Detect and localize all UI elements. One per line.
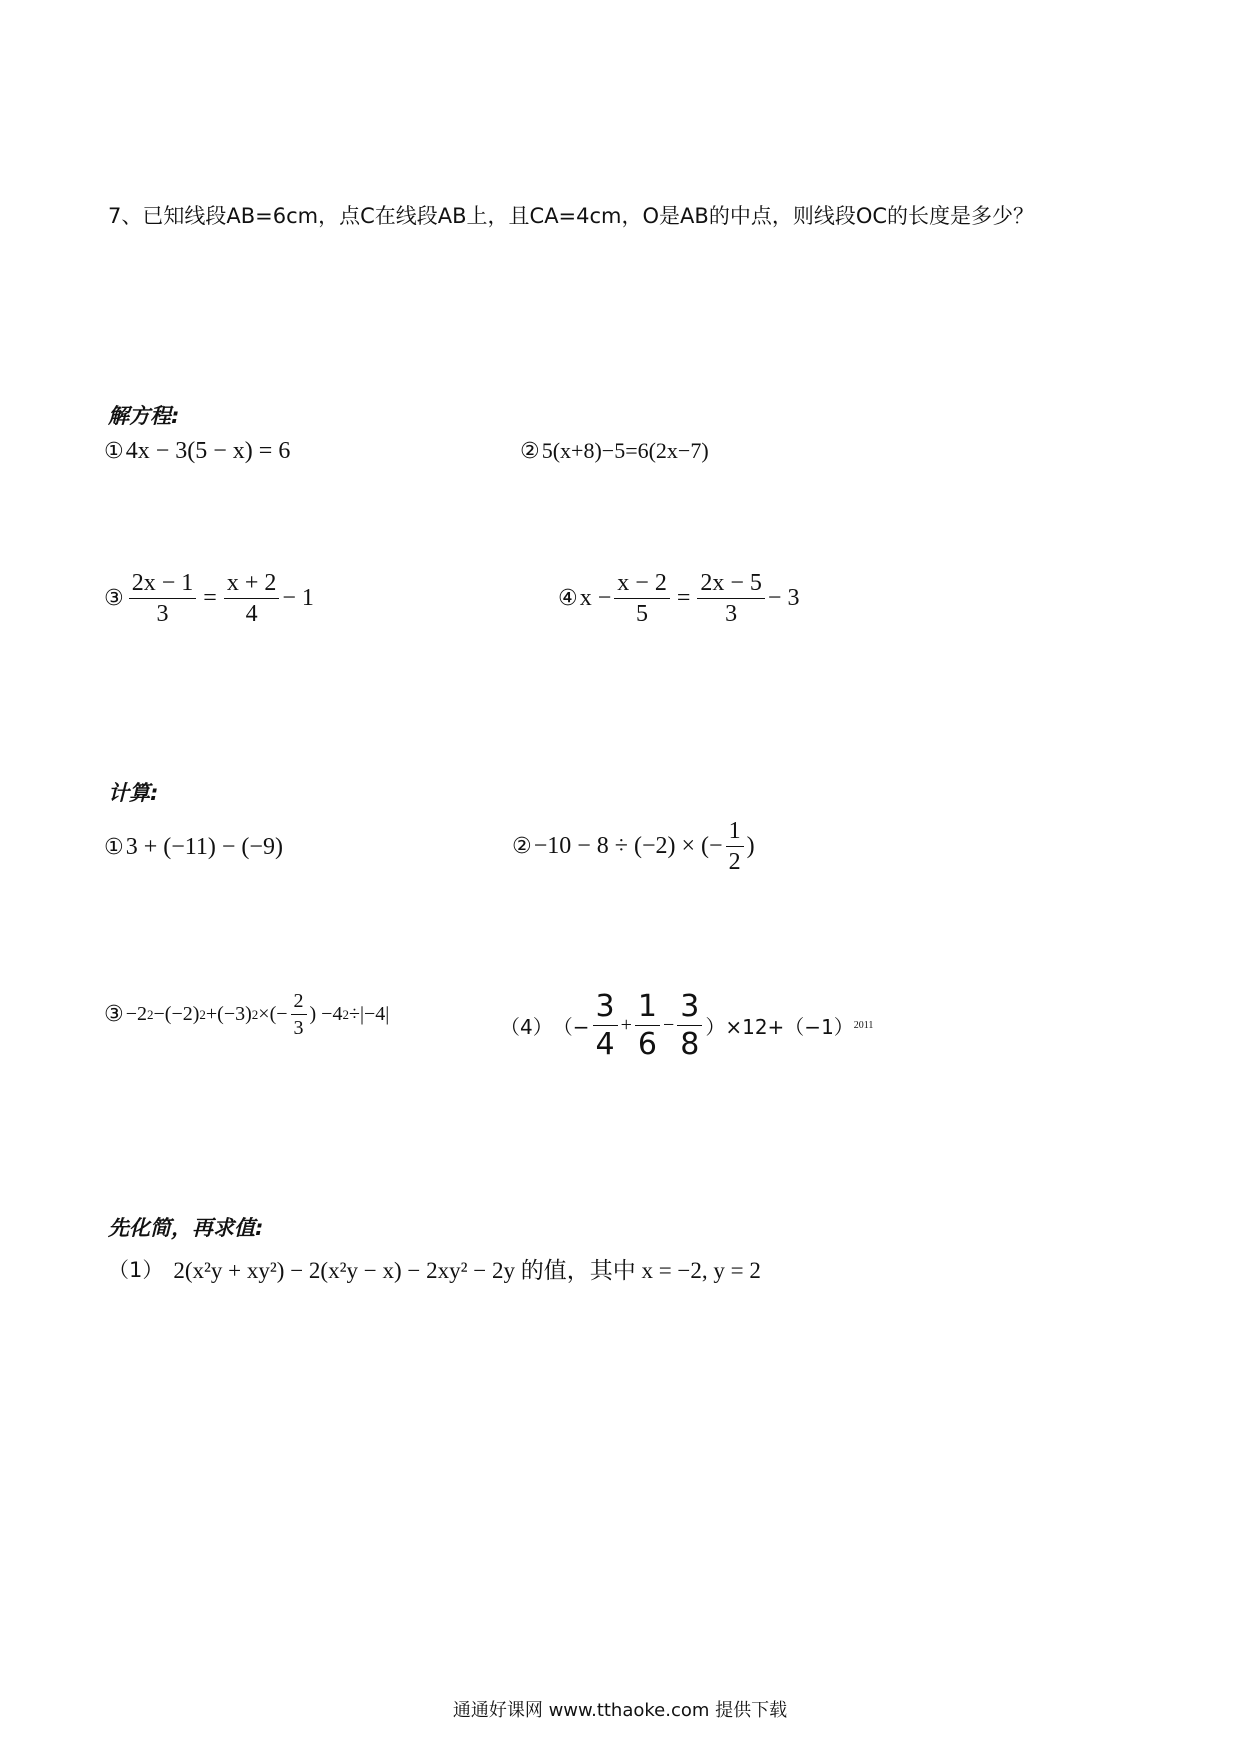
fraction: [677, 990, 702, 1061]
numerator: 3: [593, 990, 618, 1026]
simplify-1: [108, 1252, 761, 1285]
numerator: x + 2: [224, 570, 280, 599]
question-7: 7、已知线段AB=6cm，点C在线段AB上，且CA=4cm，O是AB的中点，则线段OC的长度是多少？: [108, 204, 1035, 228]
exponent: 2: [147, 1006, 154, 1022]
item-number-4: （4）: [500, 1015, 553, 1039]
simplify-1-text: 2(x²y + xy²) − 2(x²y − x) − 2xy² − 2y 的值，其中 x = −2, y = 2: [173, 1258, 761, 1283]
calc-4-tail: ）×12+（−1）: [705, 1015, 854, 1039]
fraction: [129, 570, 197, 628]
circled-number-4: ④: [558, 586, 578, 612]
calc-3-tail: ÷|−4|: [348, 1003, 390, 1025]
section-heading-equations: 解方程:: [108, 404, 180, 428]
circled-number-2: ②: [520, 438, 540, 464]
fraction: [614, 570, 670, 628]
equals-sign: =: [676, 585, 691, 612]
denominator: 3: [156, 601, 169, 628]
numerator: 1: [635, 990, 660, 1026]
equals-sign: =: [203, 585, 217, 612]
numerator: 1: [726, 818, 744, 847]
calc-3: [104, 990, 389, 1039]
calc-1: [104, 834, 283, 861]
numerator: 3: [677, 990, 702, 1026]
calc-2: [512, 818, 755, 876]
denominator: 8: [680, 1027, 700, 1062]
calc-3-lead: −2: [125, 1003, 148, 1025]
fraction: [291, 990, 307, 1039]
equation-2: [520, 438, 709, 464]
fraction: [635, 990, 660, 1061]
numerator: x − 2: [614, 570, 670, 599]
numerator: 2x − 5: [697, 570, 765, 599]
fraction: [697, 570, 765, 628]
fraction: [726, 818, 744, 876]
calc-4: [500, 990, 873, 1061]
numerator: 2x − 1: [129, 570, 197, 599]
plus-sign: +: [620, 1014, 632, 1036]
calc-3-part: +(−3): [205, 1003, 252, 1025]
denominator: 5: [636, 601, 649, 628]
footer-credit: 通通好课网 www.tthaoke.com 提供下载: [452, 1700, 788, 1721]
calc-2-lead: −10 − 8 ÷ (−2) × (−: [533, 833, 723, 860]
denominator: 3: [293, 1017, 304, 1039]
circled-number-2: ②: [512, 834, 532, 860]
item-number-1: （1）: [108, 1257, 164, 1282]
equation-3-tail: − 1: [282, 585, 314, 612]
numerator: 2: [291, 990, 307, 1015]
calc-3-part: ) −4: [309, 1003, 343, 1025]
circled-number-1: ①: [104, 439, 124, 464]
circled-number-3: ③: [104, 586, 124, 612]
exponent: 2: [342, 1006, 349, 1022]
circled-number-3: ③: [104, 1002, 124, 1027]
equation-1: [104, 438, 290, 465]
equation-3: [104, 570, 314, 628]
fraction: [593, 990, 618, 1061]
minus-sign: −: [662, 1014, 675, 1036]
denominator: 2: [728, 849, 741, 876]
denominator: 3: [725, 601, 738, 628]
denominator: 4: [595, 1027, 615, 1062]
section-heading-simplify: 先化简，再求值:: [108, 1216, 264, 1240]
denominator: 6: [637, 1027, 657, 1062]
equation-4-tail: − 3: [767, 585, 800, 612]
exponent: 2: [251, 1006, 259, 1022]
exponent: 2: [199, 1006, 206, 1022]
denominator: 4: [245, 601, 258, 628]
circled-number-1: ①: [104, 835, 124, 860]
equation-2-text: 5(x+8)−5=6(2x−7): [541, 438, 709, 463]
equation-1-text: 4x − 3(5 − x) = 6: [125, 438, 291, 464]
equation-4-lead: x −: [579, 585, 612, 612]
calc-1-text: 3 + (−11) − (−9): [125, 834, 283, 860]
section-heading-calculate: 计算:: [108, 781, 159, 805]
calc-3-part: −(−2): [153, 1003, 200, 1025]
calc-3-part: ×(−: [258, 1003, 288, 1025]
open-paren: （−: [552, 1015, 590, 1039]
fraction: [224, 570, 280, 628]
exponent: 2011: [853, 1020, 874, 1031]
calc-2-tail: ): [746, 833, 755, 860]
equation-4: [558, 570, 799, 628]
